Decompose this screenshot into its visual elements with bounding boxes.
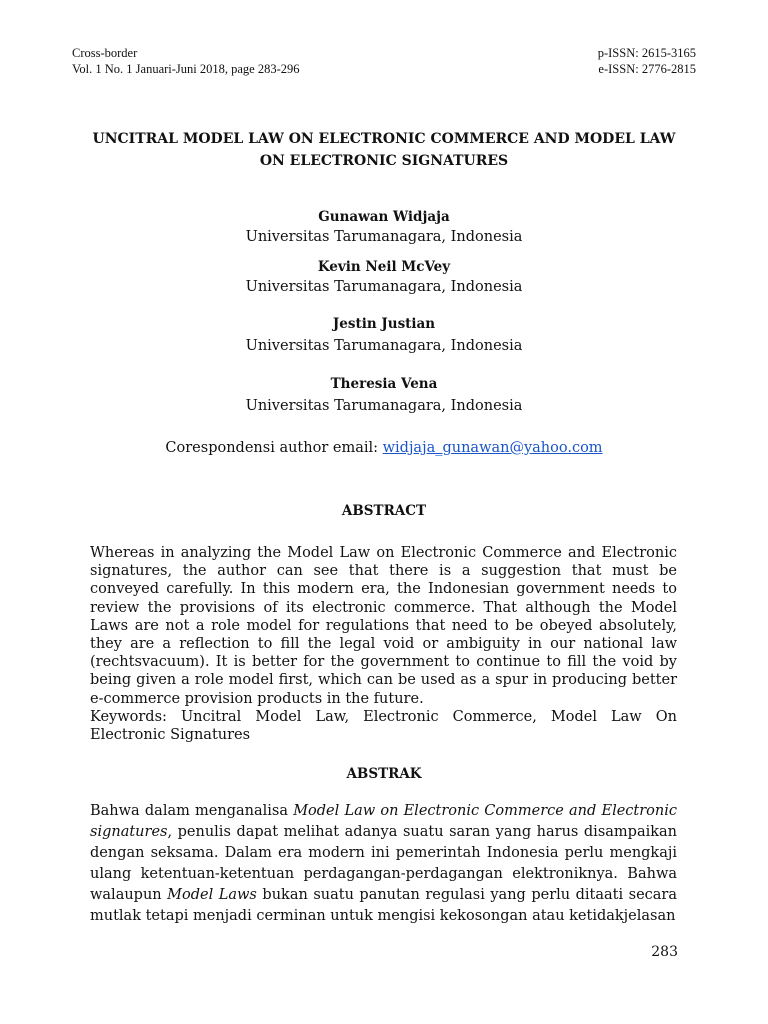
abstract-heading: ABSTRACT [341,503,427,519]
abstract-body [90,544,677,744]
running-header-left [72,45,300,77]
abstrak-heading: ABSTRAK [346,766,422,782]
abstrak-text-segment: , penulis dapat melihat adanya suatu saran yang harus disampaikan dengan seksama. Dalam era modern ini pemerintah Indonesia perlu mengkaji ulang ketentuan-ketentuan perdagangan-perdagangan elektroniknya. Bahwa walaupun [90,824,677,903]
correspondence-label: Corespondensi author email: [165,440,378,456]
abstract-text: Whereas in analyzing the Model Law on Electronic Commerce and Electronic signatures, the author can see that there is a suggestion that must be conveyed carefully. In this modern era, the Indonesian government needs to review the provisions of its electronic commerce. That although the Model Laws are not a role model for regulations that need to be obeyed absolutely, they are a reflection to fill the legal void or ambiguity in our national law (rechtsvacuum). It is better for the government to continue to fill the void by being given a role model first, which can be used as a spur in producing better e-commerce provision products in the future. [90,545,677,707]
author-name: Theresia Vena [330,376,438,392]
correspondence-line [0,438,768,458]
abstrak-body [90,801,677,927]
author-block [0,374,768,416]
author-email-link[interactable]: widjaja_gunawan@yahoo.com [382,440,603,456]
author-block [0,207,768,247]
author-name: Gunawan Widjaja [318,209,450,225]
author-block [0,257,768,297]
abstrak-italic-term: Model Law on Electronic Commerce and Electronic signatures [90,803,678,840]
page-number: 283 [651,944,678,960]
running-header-right [598,45,696,77]
abstrak-text-segment: Bahwa dalam menganalisa [90,803,294,819]
author-affiliation: Universitas Tarumanagara, Indonesia [245,279,523,295]
volume-info: Vol. 1 No. 1 Januari-Juni 2018, page 283-296 [72,62,300,76]
abstrak-italic-term: Model Laws [167,887,257,903]
paper-title: UNCITRAL MODEL LAW ON ELECTRONIC COMMERCE AND MODEL LAW ON ELECTRONIC SIGNATURES [92,131,676,169]
author-name: Jestin Justian [332,316,436,332]
author-affiliation: Universitas Tarumanagara, Indonesia [245,338,523,354]
print-issn: p-ISSN: 2615-3165 [597,46,696,60]
abstrak-text-segment: bukan suatu panutan regulasi yang perlu ditaati secara mutlak tetapi menjadi cerminan untuk mengisi kekosongan atau ketidakjelasan [90,887,678,924]
author-name: Kevin Neil McVey [317,259,451,275]
abstrak-text [90,801,677,927]
author-affiliation: Universitas Tarumanagara, Indonesia [245,229,523,245]
journal-name: Cross-border [72,46,138,60]
electronic-issn: e-ISSN: 2776-2815 [598,62,696,76]
abstract-keywords: Keywords: Uncitral Model Law, Electronic Commerce, Model Law On Electronic Signatures [90,708,677,744]
author-block [0,314,768,356]
author-affiliation: Universitas Tarumanagara, Indonesia [245,398,523,414]
